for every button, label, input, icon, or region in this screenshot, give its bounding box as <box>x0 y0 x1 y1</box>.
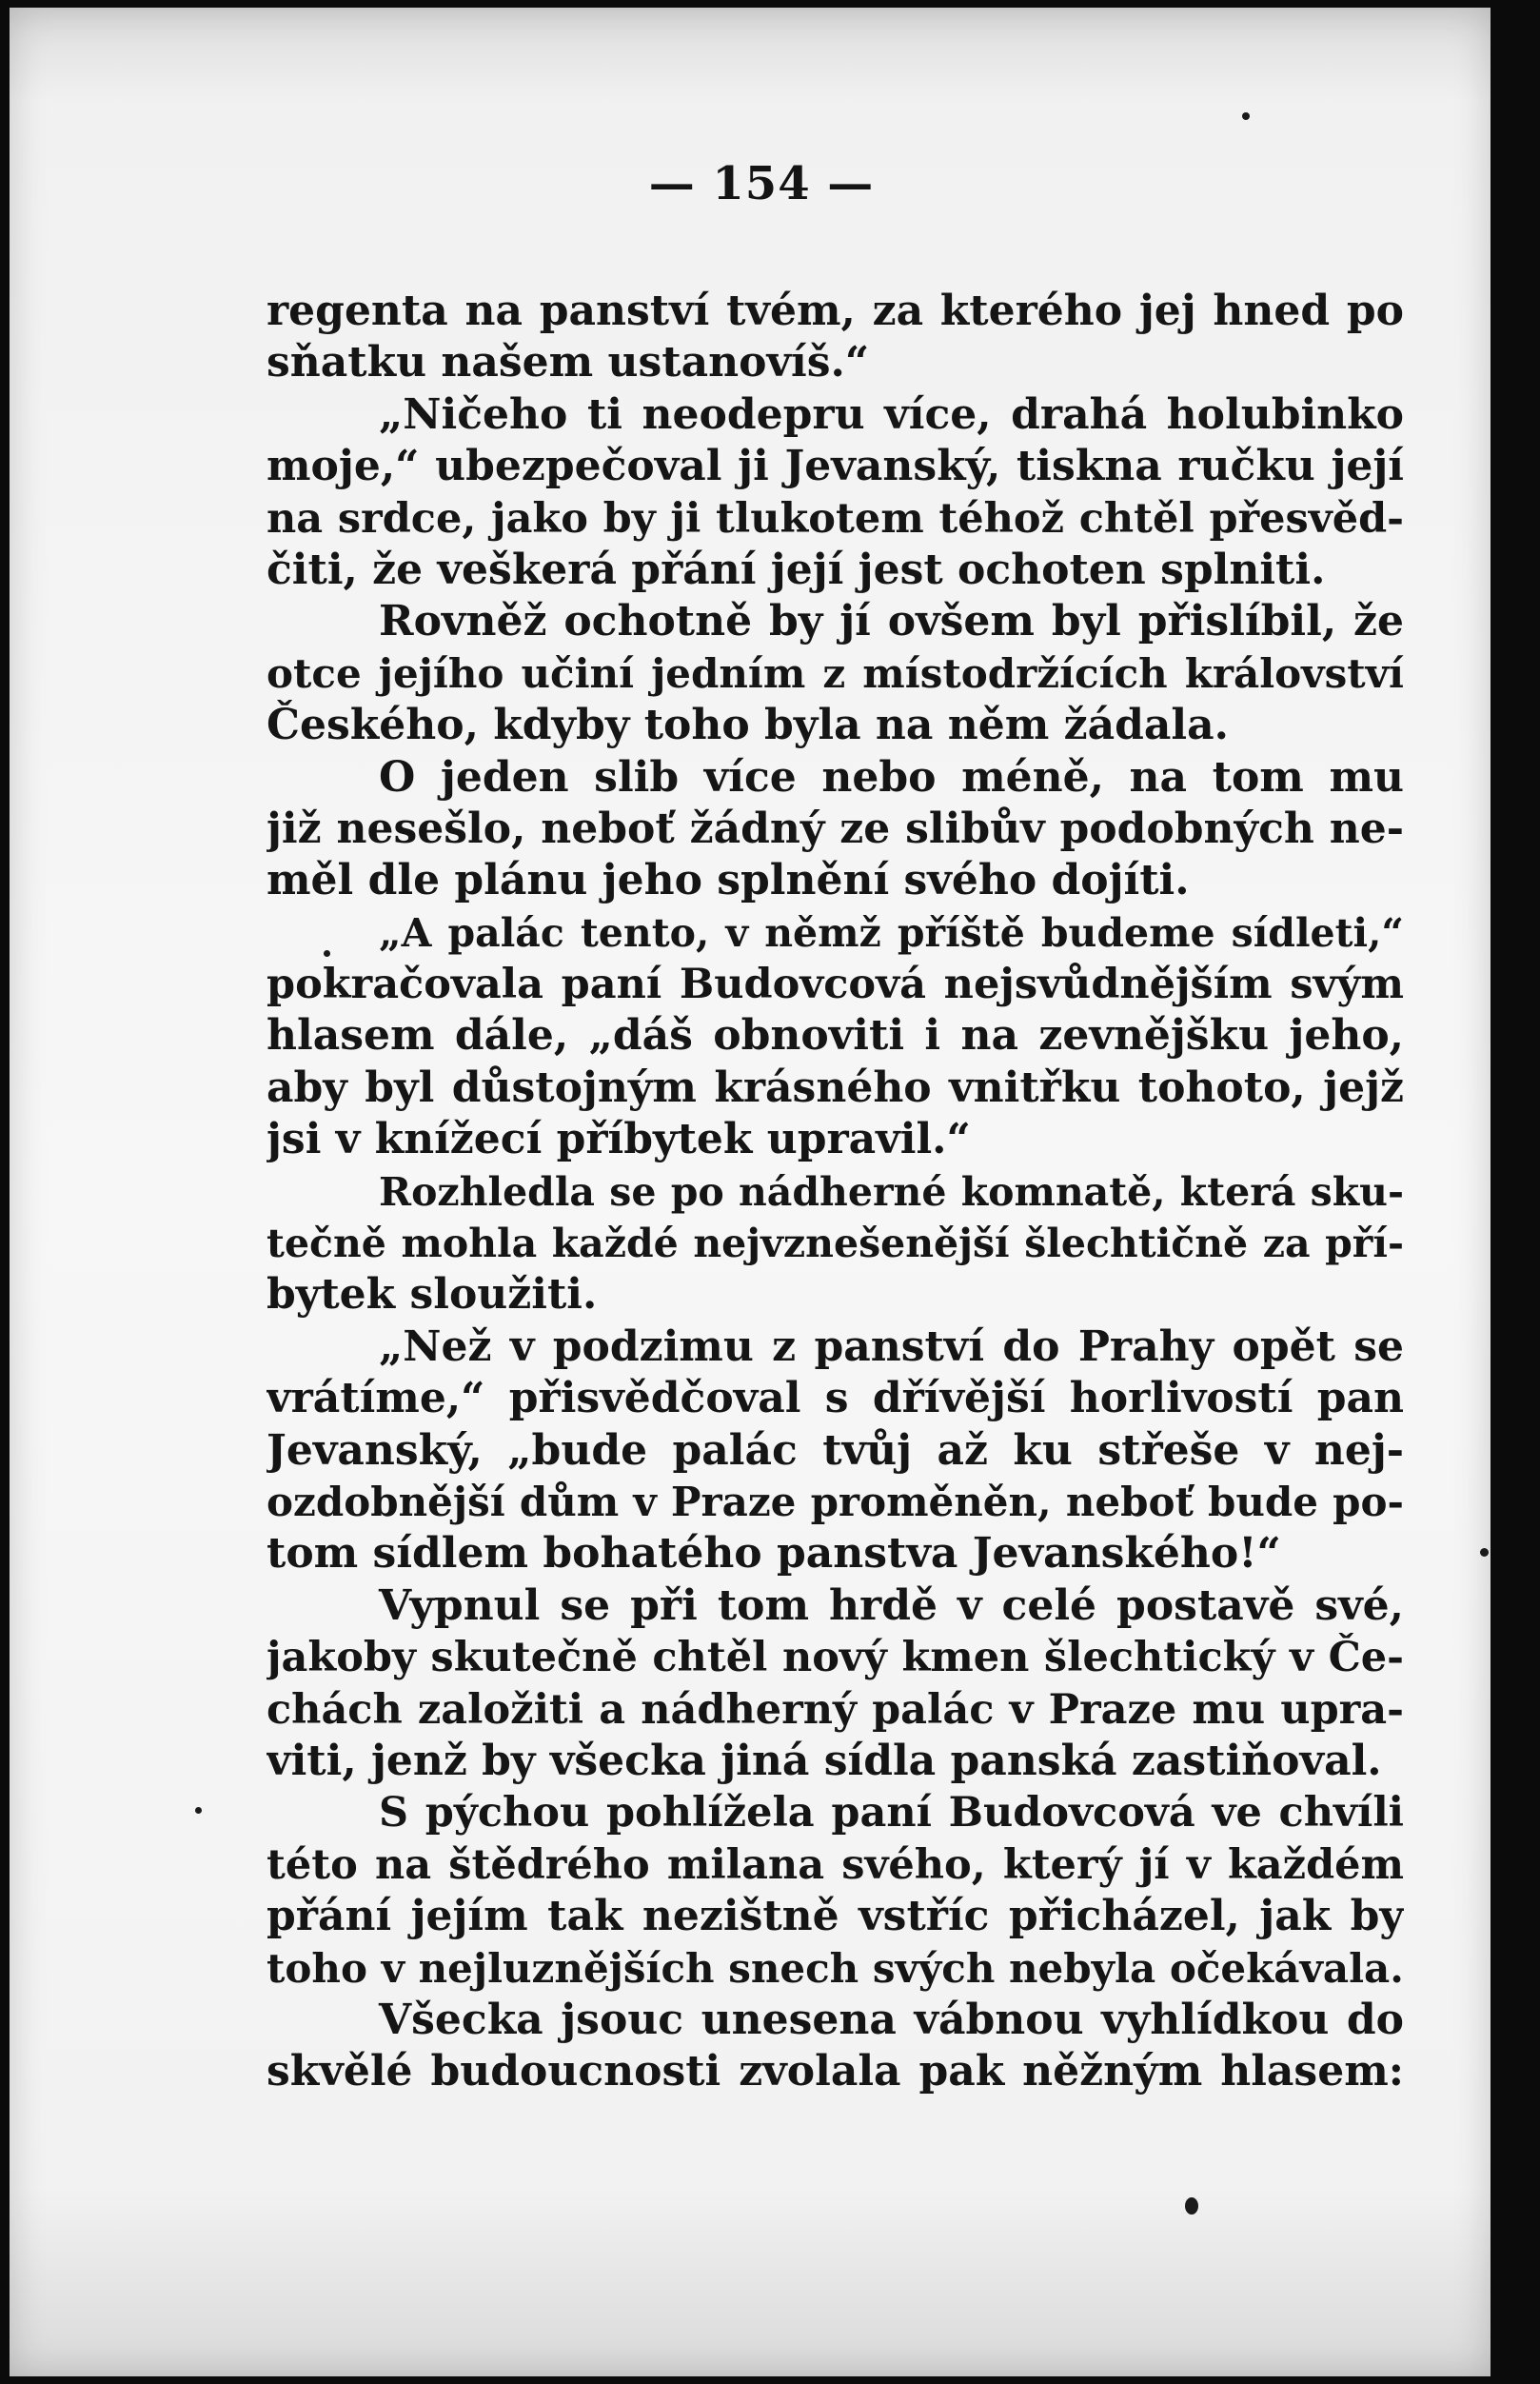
ink-speck <box>1480 1548 1489 1557</box>
text-line: tom sídlem bohatého panstva Jevanského!“ <box>267 1529 1281 1579</box>
text-line: již nesešlo, neboť žádný ze slibův podobných ne- <box>267 804 1404 853</box>
text-line: Rozhledla se po nádherné komnatě, která sku- <box>379 1168 1404 1215</box>
ink-speck <box>1185 2197 1198 2215</box>
text-line: tečně mohla každé nejvznešenější šlechtičně za pří- <box>267 1221 1404 1267</box>
text-line: sňatku našem ustanovíš.“ <box>267 338 870 387</box>
text-line: Českého, kdyby toho byla na něm žádala. <box>267 701 1229 750</box>
text-line: toho v nejluznějších snech svých nebyla očekávala. <box>267 1944 1404 1992</box>
text-line: skvělé budoucnosti zvolala pak něžným hlasem: <box>267 2047 1404 2096</box>
text-line: „Ničeho ti neodepru více, drahá holubinko <box>379 389 1404 439</box>
text-line: viti, jenž by všecka jiná sídla panská zastiňoval. <box>267 1736 1382 1785</box>
text-line: jsi v knížecí příbytek upravil.“ <box>267 1115 971 1164</box>
text-line: Vypnul se při tom hrdě v celé postavě své, <box>379 1580 1404 1630</box>
ink-speck <box>195 1807 202 1814</box>
text-line: měl dle plánu jeho splnění svého dojíti. <box>267 856 1190 905</box>
text-line: této na štědrého milana svého, který jí v každém <box>267 1840 1404 1889</box>
text-line: na srdce, jako by ji tlukotem téhož chtěl přesvěd- <box>267 494 1404 543</box>
text-line: O jeden slib více nebo méně, na tom mu <box>379 752 1404 802</box>
text-line: „A palác tento, v němž příště budeme sídleti,“ <box>379 909 1404 956</box>
text-line: přání jejím tak nezištně vstříc přicházel, jak by <box>267 1892 1404 1941</box>
text-line: chách založiti a nádherný palác v Praze mu upra- <box>267 1685 1404 1734</box>
text-line: ozdobnější dům v Praze proměněn, neboť bude po- <box>267 1478 1404 1525</box>
text-line: aby byl důstojným krásného vnitřku tohoto, jejž <box>267 1063 1404 1112</box>
page-number: — 154 — <box>648 157 875 210</box>
text-line: pokračovala paní Budovcová nejsvůdnějším svým <box>267 961 1404 1009</box>
text-line: otce jejího učiní jedním z místodržících království <box>267 649 1404 697</box>
body-text <box>267 286 1404 2098</box>
text-line: regenta na panství tvém, za kterého jej hned po <box>267 287 1404 335</box>
text-line: čiti, že veškerá přání její jest ochoten splniti. <box>267 545 1326 594</box>
ink-speck <box>1242 112 1250 120</box>
text-line: vrátíme,“ přisvědčoval s dřívější horlivostí pan <box>267 1374 1404 1423</box>
text-line: Jevanský, „bude palác tvůj až ku střeše v nej- <box>267 1425 1404 1475</box>
text-line: Všecka jsouc unesena vábnou vyhlídkou do <box>379 1995 1404 2044</box>
text-line: moje,“ ubezpečoval ji Jevanský, tiskna ručku její <box>267 442 1404 491</box>
text-line: jakoby skutečně chtěl nový kmen šlechtický v Če- <box>267 1634 1404 1682</box>
text-line: „Než v podzimu z panství do Prahy opět se <box>379 1321 1404 1371</box>
text-line: bytek sloužiti. <box>267 1270 598 1320</box>
text-line: hlasem dále, „dáš obnoviti i na zevnějšku jeho, <box>267 1011 1404 1061</box>
text-line: S pýchou pohlížela paní Budovcová ve chvíli <box>379 1789 1404 1838</box>
text-line: Rovněž ochotně by jí ovšem byl přislíbil, že <box>379 597 1404 646</box>
